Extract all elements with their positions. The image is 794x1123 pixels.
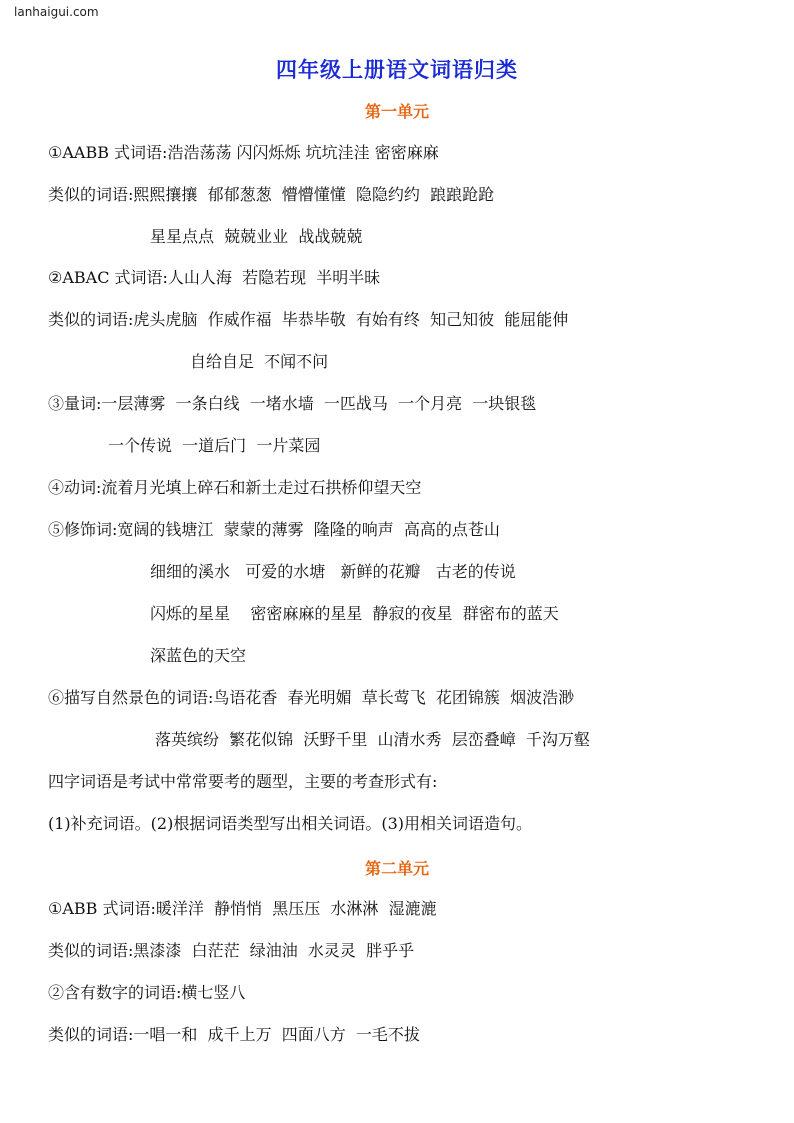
site-watermark: lanhaigui.com — [14, 5, 99, 19]
unit-2-heading: 第二单元 — [364, 859, 429, 878]
u1-modifiers-cont-3: 深蓝色的天空 — [150, 646, 247, 665]
page-title: 四年级上册语文词语归类 — [276, 58, 518, 82]
u1-modifiers: ⑤修饰词:宽阔的钱塘江 蒙蒙的薄雾 隆隆的响声 高高的点苍山 — [48, 520, 500, 539]
u1-similar-words-2: 类似的词语:虎头虎脑 作威作福 毕恭毕敬 有始有终 知己知彼 能屈能伸 — [48, 310, 569, 329]
u1-similar-words-2-cont: 自给自足 不闻不问 — [190, 352, 329, 371]
u1-aabb-words: ①AABB 式词语:浩浩荡荡 闪闪烁烁 坑坑洼洼 密密麻麻 — [48, 143, 439, 162]
u1-scenery-words: ⑥描写自然景色的词语:鸟语花香 春光明媚 草长莺飞 花团锦簇 烟波浩渺 — [48, 688, 575, 707]
u2-similar-words-1: 类似的词语:黑漆漆 白茫茫 绿油油 水灵灵 胖乎乎 — [48, 941, 415, 960]
u2-similar-words-2: 类似的词语:一唱一和 成千上万 四面八方 一毛不拔 — [48, 1025, 420, 1044]
u2-abb-words: ①ABB 式词语:暖洋洋 静悄悄 黑压压 水淋淋 湿漉漉 — [48, 899, 437, 918]
u2-number-words: ②含有数字的词语:横七竖八 — [48, 983, 246, 1002]
u1-verbs: ④动词:流着月光填上碎石和新土走过石拱桥仰望天空 — [48, 478, 422, 497]
u1-abac-words: ②ABAC 式词语:人山人海 若隐若现 半明半昧 — [48, 268, 381, 287]
u1-exam-note: 四字词语是考试中常常要考的题型，主要的考查形式有: — [48, 772, 438, 791]
u1-exam-forms: (1)补充词语。(2)根据词语类型写出相关词语。(3)用相关词语造句。 — [48, 814, 532, 833]
u1-similar-words-1-cont: 星星点点 兢兢业业 战战兢兢 — [150, 227, 363, 246]
u1-measure-words-cont: 一个传说 一道后门 一片菜园 — [108, 436, 321, 455]
u1-modifiers-cont-2: 闪烁的星星 密密麻麻的星星 静寂的夜星 群密布的蓝天 — [150, 604, 559, 623]
u1-measure-words: ③量词:一层薄雾 一条白线 一堵水墙 一匹战马 一个月亮 一块银毯 — [48, 394, 537, 413]
u1-similar-words-1: 类似的词语:熙熙攘攘 郁郁葱葱 懵懵懂懂 隐隐约约 踉踉跄跄 — [48, 185, 495, 204]
u1-scenery-words-cont: 落英缤纷 繁花似锦 沃野千里 山清水秀 层峦叠嶂 千沟万壑 — [155, 730, 590, 749]
u1-modifiers-cont-1: 细细的溪水 可爱的水塘 新鲜的花瓣 古老的传说 — [150, 562, 516, 581]
unit-1-heading: 第一单元 — [364, 102, 429, 121]
